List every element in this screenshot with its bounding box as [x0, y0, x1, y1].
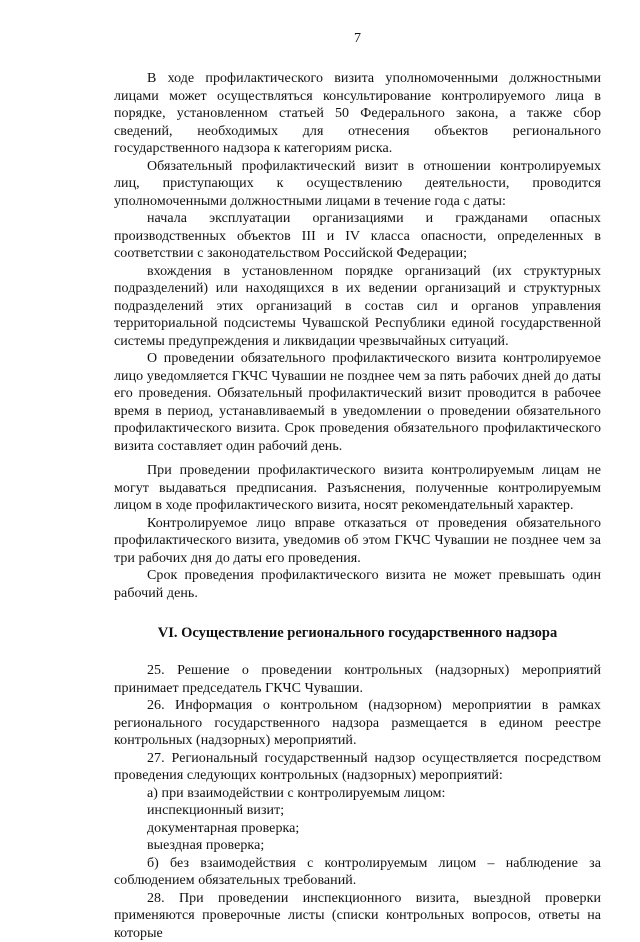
section-vi-body — [114, 662, 601, 942]
page-number: 7 — [114, 30, 601, 48]
list-item: а) при взаимодействии с контролируемым лицом: — [114, 785, 601, 803]
paragraph: Обязательный профилактический визит в отношении контролируемых лиц, приступающих к осуществлению деятельности, проводится уполномоченными должностными лицами в течение года с даты: — [114, 158, 601, 211]
section-v-body — [114, 70, 601, 602]
paragraph: 28. При проведении инспекционного визита, выездной проверки применяются проверочные листы (списки контрольных вопросов, ответы на которые — [114, 890, 601, 942]
list-item: выездная проверка; — [114, 837, 601, 855]
paragraph: При проведении профилактического визита контролируемым лицам не могут выдаваться предписания. Разъяснения, полученные контролируемым лицом в ходе профилактического визита, носят рекомендательный характер. — [114, 462, 601, 515]
paragraph: 25. Решение о проведении контрольных (надзорных) мероприятий принимает председатель ГКЧС Чувашии. — [114, 662, 601, 697]
paragraph: О проведении обязательного профилактического визита контролируемое лицо уведомляется ГКЧС Чувашии не позднее чем за пять рабочих дней до даты его проведения. Обязательный профилактический визит проводится в рабочее время в период, устанавливаемый в уведомлении о проведении обязательного профилактического визита. Срок проведения обязательного профилактического визита составляет один рабочий день. — [114, 350, 601, 455]
paragraph: начала эксплуатации организациями и гражданами опасных производственных объектов III и IV класса опасности, определенных в соответствии с законодательством Российской Федерации; — [114, 210, 601, 263]
paragraph: 27. Региональный государственный надзор осуществляется посредством проведения следующих контрольных (надзорных) мероприятий: — [114, 750, 601, 785]
document-page — [114, 30, 601, 890]
section-heading: VI. Осуществление регионального государственного надзора — [114, 624, 601, 642]
paragraph: вхождения в установленном порядке организаций (их структурных подразделений) или находящихся в их ведении организаций и структурных подразделений этих организаций в состав сил и органов управления территориальной подсистемы Чувашской Республики единой государственной системы предупреждения и ликвидации чрезвычайных ситуаций. — [114, 263, 601, 351]
list-item: документарная проверка; — [114, 820, 601, 838]
list-item: инспекционный визит; — [114, 802, 601, 820]
paragraph: Срок проведения профилактического визита не может превышать один рабочий день. — [114, 567, 601, 602]
paragraph: Контролируемое лицо вправе отказаться от проведения обязательного профилактического визита, уведомив об этом ГКЧС Чувашии не позднее чем за три рабочих дня до даты его проведения. — [114, 515, 601, 568]
list-item: б) без взаимодействия с контролируемым лицом – наблюдение за соблюдением обязательных требований. — [114, 855, 601, 890]
paragraph: 26. Информация о контрольном (надзорном) мероприятии в рамках регионального государственного надзора размещается в едином реестре контрольных (надзорных) мероприятий. — [114, 697, 601, 750]
paragraph: В ходе профилактического визита уполномоченными должностными лицами может осуществляться консультирование контролируемого лица в порядке, установленном статьей 50 Федерального закона, а также сбор сведений, необходимых для отнесения объектов регионального государственного надзора к категориям риска. — [114, 70, 601, 158]
